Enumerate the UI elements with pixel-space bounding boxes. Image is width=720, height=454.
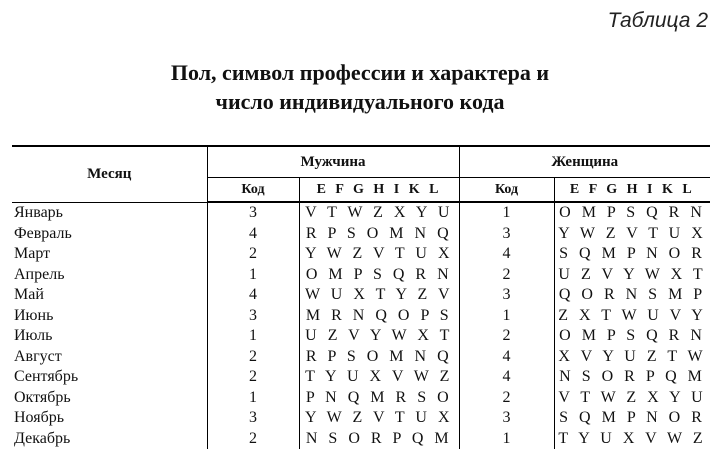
female-code-cell: 2 [459,265,554,286]
table-row [12,367,710,388]
male-code-cell: 2 [207,347,299,368]
female-code-cell: 1 [459,202,554,224]
female-letters-cell: S Q M P N O R [559,245,706,263]
table-row [12,285,710,306]
title-line-2: число индивидуального кода [215,89,505,114]
female-letters-header: E F G H I K L [554,178,710,203]
male-code-cell: 2 [207,244,299,265]
month-cell: Март [12,244,207,265]
female-code-cell: 3 [459,285,554,306]
female-letters-cell: U Z V Y W X T [558,265,707,283]
month-cell: Октябрь [12,388,207,409]
month-cell: Декабрь [12,429,207,450]
male-code-cell: 3 [207,408,299,429]
table-row [12,347,710,368]
female-code-cell: 3 [459,224,554,245]
table-title [0,58,720,116]
female-code-cell: 2 [459,388,554,409]
month-cell: Июнь [12,306,207,327]
female-letters-cell: S Q M P N O R [559,409,706,427]
month-cell: Август [12,347,207,368]
male-code-header: Код [207,178,299,203]
title-line-1: Пол, символ профессии и характера и [170,60,550,85]
female-letters-cell: O M P S Q R N [559,327,706,345]
male-letters-cell: T Y U X V W Z [299,367,459,388]
female-code-cell: 1 [459,429,554,450]
male-letters-cell: R P S O M N Q [299,347,459,368]
table-body [12,202,710,449]
female-code-cell: 2 [459,326,554,347]
female-letters-cell: V T W Z X Y U [558,388,707,406]
month-cell: Ноябрь [12,408,207,429]
male-letters-cell: Y W Z V T U X [299,244,459,265]
female-code-cell: 4 [459,347,554,368]
month-cell: Февраль [12,224,207,245]
month-cell: Сентябрь [12,367,207,388]
female-letters-cell: O M P S Q R N [559,204,706,222]
male-code-cell: 1 [207,388,299,409]
table-label: Таблица 2 [607,9,708,32]
male-code-cell: 3 [207,202,299,224]
male-letters-cell: O M P S Q R N [299,265,459,286]
male-letters-cell: N S O R P Q M [299,429,459,450]
male-letters-cell: Y W Z V T U X [299,408,459,429]
table-row [12,306,710,327]
male-code-cell: 2 [207,367,299,388]
month-cell: Июль [12,326,207,347]
female-letters-cell: Q O R N S M P [558,286,706,304]
male-header: Мужчина [207,146,459,178]
male-code-cell: 1 [207,326,299,347]
male-letters-header: E F G H I K L [299,178,459,203]
month-cell: Январь [12,202,207,224]
male-code-cell: 1 [207,265,299,286]
table-row [12,408,710,429]
female-letters-cell: Y W Z V T U X [558,224,707,242]
table-row [12,429,710,450]
female-letters-cell: Z X T W U V Y [558,306,707,324]
male-code-cell: 3 [207,306,299,327]
male-letters-cell: U Z V Y W X T [299,326,459,347]
table-row [12,265,710,286]
male-code-cell: 2 [207,429,299,450]
female-letters-cell: N S O R P Q M [559,368,706,386]
female-code-cell: 3 [459,408,554,429]
male-code-cell: 4 [207,285,299,306]
month-cell: Апрель [12,265,207,286]
table-row [12,244,710,265]
female-header: Женщина [459,146,710,178]
male-letters-cell: W U X T Y Z V [299,285,459,306]
male-letters-cell: R P S O M N Q [299,224,459,245]
table-row [12,388,710,409]
female-code-cell: 4 [459,244,554,265]
female-code-cell: 4 [459,367,554,388]
table-row [12,224,710,245]
male-code-cell: 4 [207,224,299,245]
table-row [12,202,710,224]
female-letters-cell: X V Y U Z T W [558,347,707,365]
female-code-cell: 1 [459,306,554,327]
code-table [12,145,710,449]
month-header: Месяц [12,146,207,202]
male-letters-cell: P N Q M R S O [299,388,459,409]
male-letters-cell: M R N Q O P S [299,306,459,327]
male-letters-cell: V T W Z X Y U [299,202,459,224]
table-row [12,326,710,347]
female-letters-cell: T Y U X V W Z [558,429,707,447]
female-code-header: Код [459,178,554,203]
month-cell: Май [12,285,207,306]
